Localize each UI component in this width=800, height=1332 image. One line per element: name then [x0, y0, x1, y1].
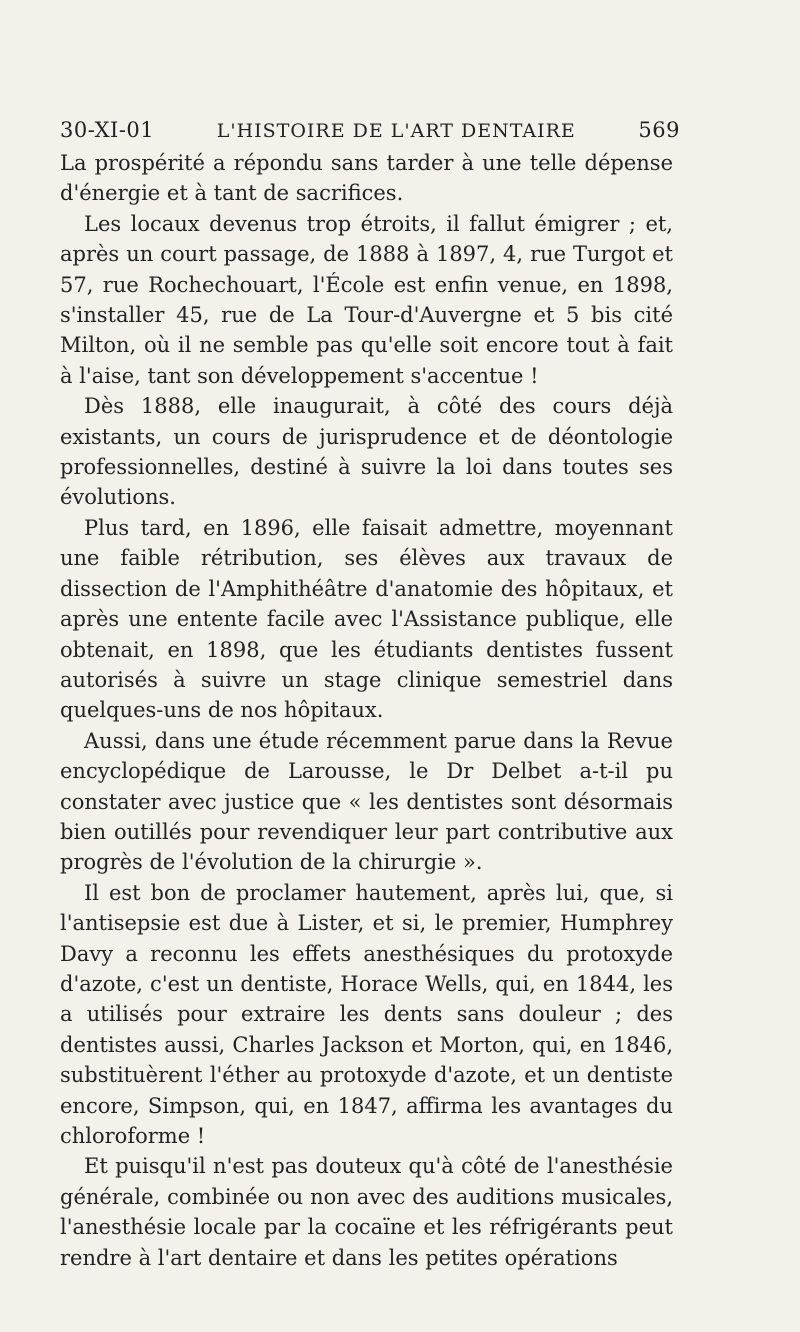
paragraph: Plus tard, en 1896, elle faisait admettre, moyennant une faible rétribution, ses élèves aux travaux de dissection de l'Amphithéâtre d'anatomie des hôpitaux, et après une entente facile avec l'Assistance publique, elle obtenait, en 1898, que les étudiants dentistes fussent autorisés à suivre un stage clinique semestriel dans quelques-uns de nos hôpitaux.	[60, 515, 673, 723]
paragraph: Dès 1888, elle inaugurait, à côté des cours déjà existants, un cours de jurisprudence et de déontologie professionnelles, destiné à suivre la loi dans toutes ses évolutions.	[60, 394, 673, 510]
paragraph: Et puisqu'il n'est pas douteux qu'à côté de l'anesthésie générale, combinée ou non avec des auditions musicales, l'anesthésie locale par la cocaïne et les réfrigérants peut rendre à l'art dentaire et dans les petites opérations	[60, 1154, 673, 1270]
paragraph: La prospérité a répondu sans tarder à une telle dépense d'énergie et à tant de sacrifices.	[60, 151, 673, 206]
paragraph: Aussi, dans une étude récemment parue dans la Revue encyclopédique de Larousse, le Dr Delbet a-t-il pu constater avec justice que « les dentistes sont désormais bien outillés pour revendiquer leur part contributive aux progrès de l'évolution de la chirurgie ».	[60, 728, 673, 875]
page-number: 569	[638, 118, 680, 142]
body-text	[60, 148, 673, 1273]
running-title: L'HISTOIRE DE L'ART DENTAIRE	[216, 120, 576, 142]
paragraph: Les locaux devenus trop étroits, il fallut émigrer ; et, après un court passage, de 1888 à 1897, 4, rue Turgot et 57, rue Rochechouart, l'École est enfin venue, en 1898, s'installer 45, rue de La Tour-d'Auvergne et 5 bis cité Milton, où il ne semble pas qu'elle soit encore tout à fait à l'aise, tant son développement s'accentue !	[60, 211, 673, 388]
paragraph: Il est bon de proclamer hautement, après lui, que, si l'antisepsie est due à Lister, et si, le premier, Humphrey Davy a reconnu les effets anesthésiques du protoxyde d'azote, c'est un dentiste, Horace Wells, qui, en 1844, les a utilisés pour extraire les dents sans douleur ; des dentistes aussi, Charles Jackson et Morton, qui, en 1846, substituèrent l'éther au protoxyde d'azote, et un dentiste encore, Simpson, qui, en 1847, affirma les avantages du chloroforme !	[60, 880, 673, 1148]
page-header	[60, 118, 680, 142]
header-date: 30-XI-01	[60, 118, 155, 142]
